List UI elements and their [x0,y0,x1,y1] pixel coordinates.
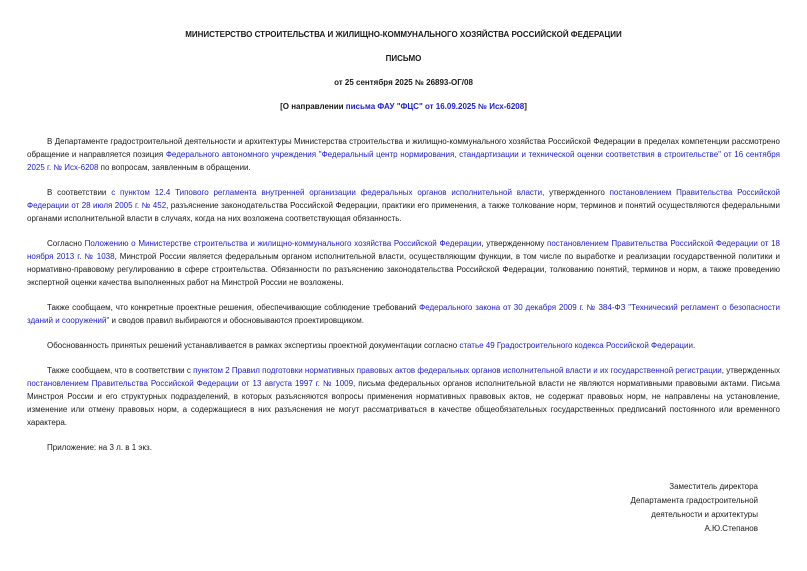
document-reference-link[interactable]: Федерального автономного учреждения "Федеральный центр нормирования, стандартизации и технической оценки соответствия в строительстве" от 16 сентября 2025 г. № Исх-6208 [27,150,781,172]
subject-prefix: [О направлении [280,102,346,111]
ministry-title: МИНИСТЕРСТВО СТРОИТЕЛЬСТВА И ЖИЛИЩНО-КОММУНАЛЬНОГО ХОЗЯЙСТВА РОССИЙСКОЙ ФЕДЕРАЦИИ [185,30,622,39]
signature-block [27,480,780,536]
paragraph [27,301,780,327]
paragraph-text: , письма федеральных органов исполнительной власти не являются нормативными правовыми актами. Письма Минстроя России и его структурных подразделений, в которых разъясняются вопросы применения нормативных правовых актов, не содержат правовых норм, не направлены на установление, изменение или отмену правовых норм, а содержащиеся в них разъяснения не могут рассматриваться в качестве общеобязательных государственных предписаний постоянного или временного характера. [27,379,780,427]
subject-suffix: ] [524,102,527,111]
document-reference-link[interactable]: постановлением Правительства Российской Федерации от 13 августа 1997 г. № 1009 [27,379,354,388]
letter-body [27,135,780,454]
paragraph-text: , утвержденного [542,188,610,197]
paragraph-text: , разъяснение законодательства Российской Федерации, практики его применения, а также толкование норм, терминов и понятий осуществляются федеральными органами исполнительной власти в случаях, когда на них возложена соответствующая обязанность. [27,201,780,223]
paragraph-text: В соответствии [47,188,112,197]
document-reference-link[interactable]: с пунктом 12.4 Типового регламента внутренней организации федеральных органов исполнительной власти [111,188,543,197]
signature-line: деятельности и архитектуры [651,510,758,519]
document-reference-link[interactable]: постановлением Правительства Российской Федерации от 18 ноября 2013 г. № 1038 [27,239,780,261]
document-reference-link[interactable]: постановлением Правительства Российской Федерации от 28 июля 2005 г. № 452 [27,188,781,210]
paragraph [27,135,780,174]
attachment-note [27,441,780,454]
signature-line: А.Ю.Степанов [704,524,758,533]
paragraph [27,364,780,429]
document-reference-link[interactable]: Положению о Министерстве строительства и жилищно-коммунального хозяйства Российской Федерации [84,239,482,248]
paragraph-text: Приложение: на 3 л. в 1 экз. [47,443,152,452]
document-reference-link[interactable]: пунктом 2 Правил подготовки нормативных правовых актов федеральных органов исполнительной власти и их государственной регистрации [193,366,722,375]
paragraph-text: Обоснованность принятых решений устанавливается в рамках экспертизы проектной документации согласно [47,341,460,350]
document-reference-link[interactable]: Федерального закона от 30 декабря 2009 г. № 384-ФЗ "Технический регламент о безопасности зданий и сооружений" [27,303,780,325]
signature-line: Заместитель директора [669,482,758,491]
paragraph [27,186,780,225]
paragraph-text: В Департаменте градостроительной деятельности и архитектуры Министерства строительства и жилищно-коммунального хозяйства Российской Федерации в пределах компетенции рассмотрено обращение и направляется позиция [27,137,780,159]
paragraph-text: по вопросам, заявленным в обращении. [98,163,251,172]
subject-reference-link[interactable]: письма ФАУ "ФЦС" от 16.09.2025 № Исх-6208 [345,102,525,111]
paragraph [27,237,780,289]
document-header [27,30,780,111]
paragraph-text: , утвержденных [721,366,780,375]
paragraph-text: , Минстрой России является федеральным органом исполнительной власти, осуществляющим функции, в том числе по выработке и реализации государственной политики и нормативно-правовому регулированию в сфере строительства. Обязанности по разъяснению законодательства Российской Федерации, толкованию понятий, терминов и норм, а также проведению экспертной оценки качества выполненных работ на Минстрой России не возложены. [27,252,781,287]
document-subject [27,102,780,111]
paragraph-text: Согласно [47,239,85,248]
document-date-number: от 25 сентября 2025 № 26893-ОГ/08 [334,78,473,87]
signature-line: Департамента градостроительной [630,496,758,505]
paragraph-text: Также сообщаем, что конкретные проектные решения, обеспечивающие соблюдение требований [47,303,420,312]
paragraph-text: Также сообщаем, что в соответствии с [47,366,194,375]
paragraph-text: , утвержденному [481,239,548,248]
paragraph [27,339,780,352]
document-reference-link[interactable]: статье 49 Градостроительного кодекса Российской Федерации. [459,341,696,350]
paragraph-text: и сводов правил выбираются и обосновываются проектировщиком. [109,316,364,325]
document-type: ПИСЬМО [385,54,422,63]
